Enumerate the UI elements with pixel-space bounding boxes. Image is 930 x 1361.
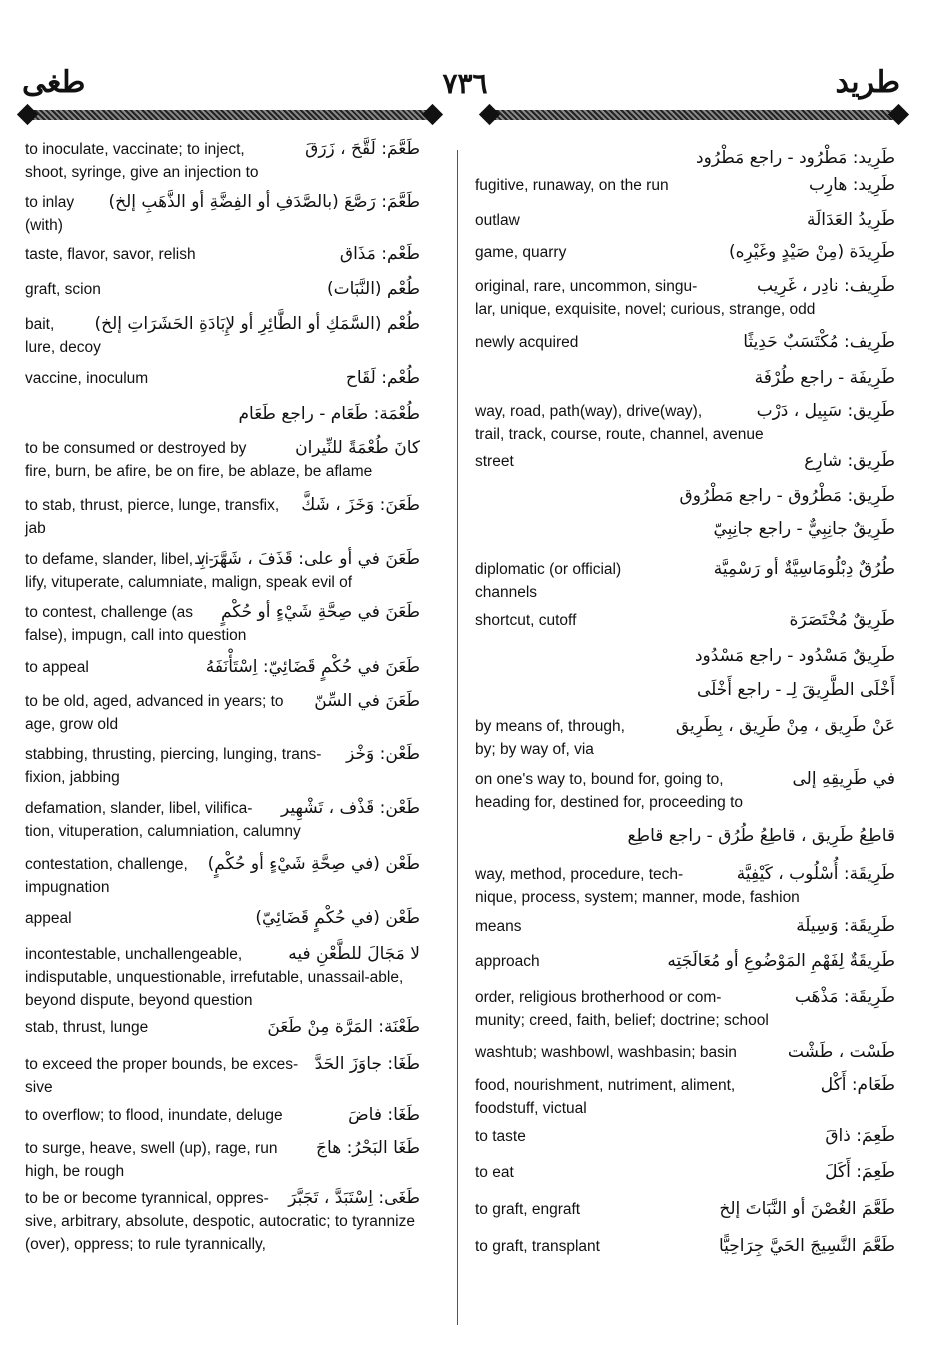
english-definition: washtub; washbowl, washbasin; basin (475, 1044, 737, 1061)
arabic-headword: طَرِيقٌ جانِبِيٌّ - راجع جانِبِيّ (713, 519, 895, 539)
dictionary-entry (475, 863, 895, 909)
english-definition: way, method, procedure, tech- (475, 866, 684, 883)
english-definition-continued: fixion, jabbing (25, 769, 120, 786)
arabic-headword: طَعَنَ في أو على: قَذَفَ ، شَهَّرَ بِـ (195, 549, 420, 569)
english-definition: appeal (25, 910, 72, 927)
dictionary-entry (25, 1104, 420, 1127)
english-definition-continued: heading for, destined for, proceeding to (475, 794, 744, 811)
english-definition: way, road, path(way), drive(way), (475, 403, 703, 420)
arabic-headword: طَرِيقٌ مُخْتَصَرَة (789, 610, 895, 630)
dictionary-entry (25, 907, 420, 930)
arabic-headword: طَرِيقَة: أُسْلُوب ، كَيْفِيَّة (736, 864, 895, 884)
dictionary-entry (475, 241, 895, 264)
arabic-headword: في طَرِيقِهِ إلى (792, 769, 895, 789)
english-definition: to be or become tyrannical, oppres- (25, 1190, 269, 1207)
dictionary-entry (25, 138, 420, 184)
arabic-headword: طَغَا: جاوَزَ الحَدَّ (314, 1054, 420, 1074)
dictionary-entry (475, 1125, 895, 1148)
arabic-headword: طَغَى: اِسْتَبَدَّ ، تَجَبَّرَ (288, 1188, 420, 1208)
dictionary-entry (25, 943, 420, 1012)
dictionary-entry (475, 1074, 895, 1120)
dictionary-entry (25, 548, 420, 594)
header-left-word: طغى (22, 66, 86, 99)
arabic-headword: طُرُقٌ دِبْلُومَاسِيَّةٌ أو رَسْمِيَّة (713, 559, 895, 579)
english-definition: original, rare, uncommon, singu- (475, 278, 698, 295)
arabic-headword: طَعِمَ: أَكَلَ (825, 1162, 895, 1182)
arabic-headword: طَرِيد: هارِب (808, 175, 895, 195)
dictionary-entry (475, 1235, 895, 1258)
dictionary-entry (25, 1187, 420, 1256)
english-definition: to graft, engraft (475, 1201, 581, 1218)
arabic-headword: كانَ طُعْمَةً للنِّيران (295, 438, 420, 458)
english-definition-continued: age, grow old (25, 716, 119, 733)
dictionary-entry (475, 558, 895, 604)
english-definition-continued: nique, process, system; manner, mode, fashion (475, 889, 800, 906)
english-definition-continued: lify, vituperate, calumniate, malign, speak evil of (25, 574, 353, 591)
english-definition: to be old, aged, advanced in years; to (25, 693, 284, 710)
arabic-headword: طَعْن (في حُكْمٍ قَضَائِيّ) (255, 908, 420, 928)
dictionary-entry (475, 915, 895, 938)
english-definition-continued: sive (25, 1079, 53, 1096)
arabic-headword: طُعْم (السَّمَكِ أو الطَّائِرِ أو لإِبَادَةِ الحَشَرَاتِ إلخ) (94, 314, 420, 334)
english-definition: taste, flavor, savor, relish (25, 246, 196, 263)
arabic-headword: طَرِيق: شارِع (804, 451, 895, 471)
arabic-headword: طَعْنَة: المَرَّة مِنْ طَعَنَ (267, 1017, 420, 1037)
arabic-headword: طَرِيقَة: مَذْهَب (794, 987, 895, 1007)
column-divider (457, 150, 458, 1325)
arabic-headword: طَعَّمَ: لَقَّحَ ، زَرَقَ (305, 139, 420, 159)
arabic-headword: طَرِيف: نادِر ، غَرِيب (756, 276, 895, 296)
ornamental-band-right (482, 104, 906, 126)
dictionary-entry (25, 601, 420, 647)
english-definition-continued: indisputable, unquestionable, irrefutable, unassail-able, beyond dispute, beyond question (25, 969, 404, 1009)
english-definition: stab, thrust, lunge (25, 1019, 149, 1036)
arabic-headword: طَرِيدَة (مِنْ صَيْدٍ وغَيْرِه) (729, 242, 895, 262)
dictionary-entry (25, 690, 420, 736)
arabic-headword: طَعَنَ في صِحَّةِ شَيْءٍ أو حُكْمٍ (220, 602, 420, 622)
page-number: ٧٣٦ (442, 69, 488, 100)
dictionary-entry (25, 656, 420, 679)
ornamental-band-left (20, 104, 440, 126)
english-definition: game, quarry (475, 244, 567, 261)
dictionary-entry (475, 986, 895, 1032)
dictionary-entry (475, 950, 895, 973)
english-definition: to be consumed or destroyed by (25, 440, 247, 457)
arabic-headword: طَرِيفَة - راجع طُرْفَة (754, 368, 895, 388)
arabic-headword: طَعَّمَ: رَصَّعَ (بالصَّدَفِ أو الفِضَّةِ أو الذَّهَبِ إلخ) (108, 192, 420, 212)
dictionary-entry (25, 1016, 420, 1039)
dictionary-entry (475, 450, 895, 473)
arabic-headword: طَرِيق: مَطْرُوق - راجع مَطْرُوق (679, 486, 895, 506)
arabic-headword: طَرِيقٌ مَسْدُود - راجع مَسْدُود (694, 646, 895, 666)
english-definition: to taste (475, 1128, 526, 1145)
dictionary-entry (25, 401, 420, 428)
english-definition-continued: jab (25, 520, 46, 537)
dictionary-entry (475, 1041, 895, 1064)
arabic-headword: طَعَام: أَكْل (820, 1075, 895, 1095)
english-definition: street (475, 453, 514, 470)
english-definition: to stab, thrust, pierce, lunge, transfix, (25, 497, 280, 514)
arabic-headword: عَنْ طَرِيق ، مِنْ طَرِيق ، بِطَرِيق (675, 716, 895, 736)
english-definition: bait, (25, 316, 55, 333)
english-definition-continued: impugnation (25, 879, 110, 896)
english-definition-continued: trail, track, course, route, channel, avenue (475, 426, 764, 443)
english-definition: to graft, transplant (475, 1238, 600, 1255)
english-definition-continued: foodstuff, victual (475, 1100, 587, 1117)
dictionary-entry (475, 275, 895, 321)
english-definition: diplomatic (or official) (475, 561, 622, 578)
diamond-icon (422, 104, 443, 125)
english-definition: stabbing, thrusting, piercing, lunging, trans- (25, 746, 322, 763)
dictionary-entry (25, 313, 420, 359)
english-definition-continued: lar, unique, exquisite, novel; curious, strange, odd (475, 301, 816, 318)
english-definition: incontestable, unchallengeable, (25, 946, 243, 963)
dictionary-entry (475, 677, 895, 704)
arabic-headword: طَرِيق: سَبِيل ، دَرْب (756, 401, 895, 421)
english-definition: newly acquired (475, 334, 579, 351)
english-definition-continued: sive, arbitrary, absolute, despotic, autocratic; to tyrannize (over), oppress; to rule tyrannically, (25, 1213, 415, 1253)
dictionary-entry (475, 1161, 895, 1184)
english-definition: fugitive, runaway, on the run (475, 177, 669, 194)
arabic-headword: طَرِيقَةٌ لِفَهْمِ المَوْضُوعِ أو مُعَالَجَتِه (667, 951, 895, 971)
dictionary-entry (475, 174, 895, 197)
english-definition: on one's way to, bound for, going to, (475, 771, 724, 788)
arabic-headword: طَعِمَ: ذاقَ (825, 1126, 895, 1146)
arabic-headword: طَعَّمَ النَّسِيجَ الحَيَّ جِرَاحِيًّا (718, 1236, 895, 1256)
dictionary-entry (475, 400, 895, 446)
dictionary-entry (475, 483, 895, 510)
english-definition: by means of, through, (475, 718, 625, 735)
english-definition: contestation, challenge, (25, 856, 188, 873)
dictionary-entry (475, 643, 895, 670)
english-definition: means (475, 918, 522, 935)
arabic-headword: طَعَنَ في السِّنّ (314, 691, 420, 711)
dictionary-entry (25, 278, 420, 301)
english-definition: defamation, slander, libel, vilifica- (25, 800, 253, 817)
arabic-headword: طَعْن: قَذْف ، تَشْهِير (280, 798, 420, 818)
english-definition: approach (475, 953, 540, 970)
dictionary-entry (475, 331, 895, 354)
diamond-icon (17, 104, 38, 125)
english-definition-continued: munity; creed, faith, belief; doctrine; school (475, 1012, 769, 1029)
diamond-icon (888, 104, 909, 125)
english-definition-continued: lure, decoy (25, 339, 101, 356)
arabic-headword: طَعْن (في صِحَّةِ شَيْءٍ أو حُكْمٍ) (207, 854, 420, 874)
dictionary-entry (25, 367, 420, 390)
english-definition: to defame, slander, libel, vi- (25, 551, 214, 568)
arabic-headword: طَسْت ، طَشْت (787, 1042, 895, 1062)
dictionary-entry (475, 609, 895, 632)
english-definition: food, nourishment, nutriment, aliment, (475, 1077, 736, 1094)
english-definition: to eat (475, 1164, 514, 1181)
english-definition: outlaw (475, 212, 520, 229)
dictionary-entry (25, 853, 420, 899)
dictionary-entry (25, 1137, 420, 1183)
arabic-headword: أَخْلَى الطَّرِيقَ لِـ - راجع أَخْلَى (697, 680, 895, 700)
english-definition-continued: (with) (25, 217, 63, 234)
english-definition-continued: channels (475, 584, 538, 601)
english-definition: graft, scion (25, 281, 101, 298)
arabic-headword: طَعْن: وَخْز (346, 744, 420, 764)
arabic-headword: طَعَنَ: وَخَزَ ، شَكَّ (301, 495, 420, 515)
english-definition: to contest, challenge (as (25, 604, 194, 621)
english-definition-continued: tion, vituperation, calumniation, calumny (25, 823, 301, 840)
dictionary-entry (475, 768, 895, 814)
dictionary-entry (475, 145, 895, 172)
english-definition-continued: high, be rough (25, 1163, 125, 1180)
dictionary-entry (25, 494, 420, 540)
english-definition: to surge, heave, swell (up), rage, run (25, 1140, 278, 1157)
arabic-headword: طَرِيدُ العَدَالَة (806, 210, 895, 230)
arabic-headword: طَرِيف: مُكْتَسَبٌ حَدِيثًا (743, 332, 895, 352)
english-definition: order, religious brotherhood or com- (475, 989, 722, 1006)
dictionary-entry (475, 516, 895, 543)
arabic-headword: طُعْم (النَّبَات) (326, 279, 420, 299)
english-definition: to appeal (25, 659, 89, 676)
diamond-icon (479, 104, 500, 125)
arabic-headword: طَرِيد: مَطْرُود - راجع مَطْرُود (696, 148, 895, 168)
arabic-headword: قاطِعُ طَرِيق ، قاطِعُ طُرُق - راجع قاطِع (627, 826, 895, 846)
arabic-headword: طَغَا: فاضَ (348, 1105, 420, 1125)
english-definition-continued: by; by way of, via (475, 741, 594, 758)
dictionary-entry (475, 715, 895, 761)
english-definition: shortcut, cutoff (475, 612, 577, 629)
english-definition: to exceed the proper bounds, be exces- (25, 1056, 299, 1073)
arabic-headword: طُعْم: لَقَاح (345, 368, 420, 388)
dictionary-entry (475, 365, 895, 392)
dictionary-entry (25, 743, 420, 789)
dictionary-entry (25, 191, 420, 237)
english-definition: vaccine, inoculum (25, 370, 149, 387)
dictionary-entry (475, 209, 895, 232)
dictionary-entry (475, 1198, 895, 1221)
arabic-headword: لا مَجَالَ للطَّعْنِ فيه (288, 944, 420, 964)
arabic-headword: طَرِيقَة: وَسِيلَة (796, 916, 895, 936)
dictionary-entry (25, 437, 420, 483)
english-definition-continued: fire, burn, be afire, be on fire, be ablaze, be aflame (25, 463, 373, 480)
dictionary-entry (25, 797, 420, 843)
arabic-headword: طَعَّمَ الغُصْنَ أو النَّبَاتَ إلخ (719, 1199, 895, 1219)
arabic-headword: طَعَنَ في حُكْمٍ قَضَائِيّ: اِسْتَأْنَفَهُ (205, 657, 420, 677)
english-definition: to overflow; to flood, inundate, deluge (25, 1107, 283, 1124)
arabic-headword: طَعْم: مَذَاق (339, 244, 420, 264)
english-definition: to inlay (25, 194, 75, 211)
english-definition: to inoculate, vaccinate; to inject, (25, 141, 245, 158)
header-right-word: طريد (835, 66, 900, 99)
dictionary-entry (25, 243, 420, 266)
english-definition-continued: false), impugn, call into question (25, 627, 247, 644)
dictionary-entry (475, 823, 895, 850)
english-definition-continued: shoot, syringe, give an injection to (25, 164, 259, 181)
dictionary-entry (25, 1053, 420, 1099)
arabic-headword: طَغَا البَحْرُ: هاجَ (316, 1138, 420, 1158)
arabic-headword: طُعْمَة: طَعَام - راجع طَعَام (238, 404, 420, 424)
